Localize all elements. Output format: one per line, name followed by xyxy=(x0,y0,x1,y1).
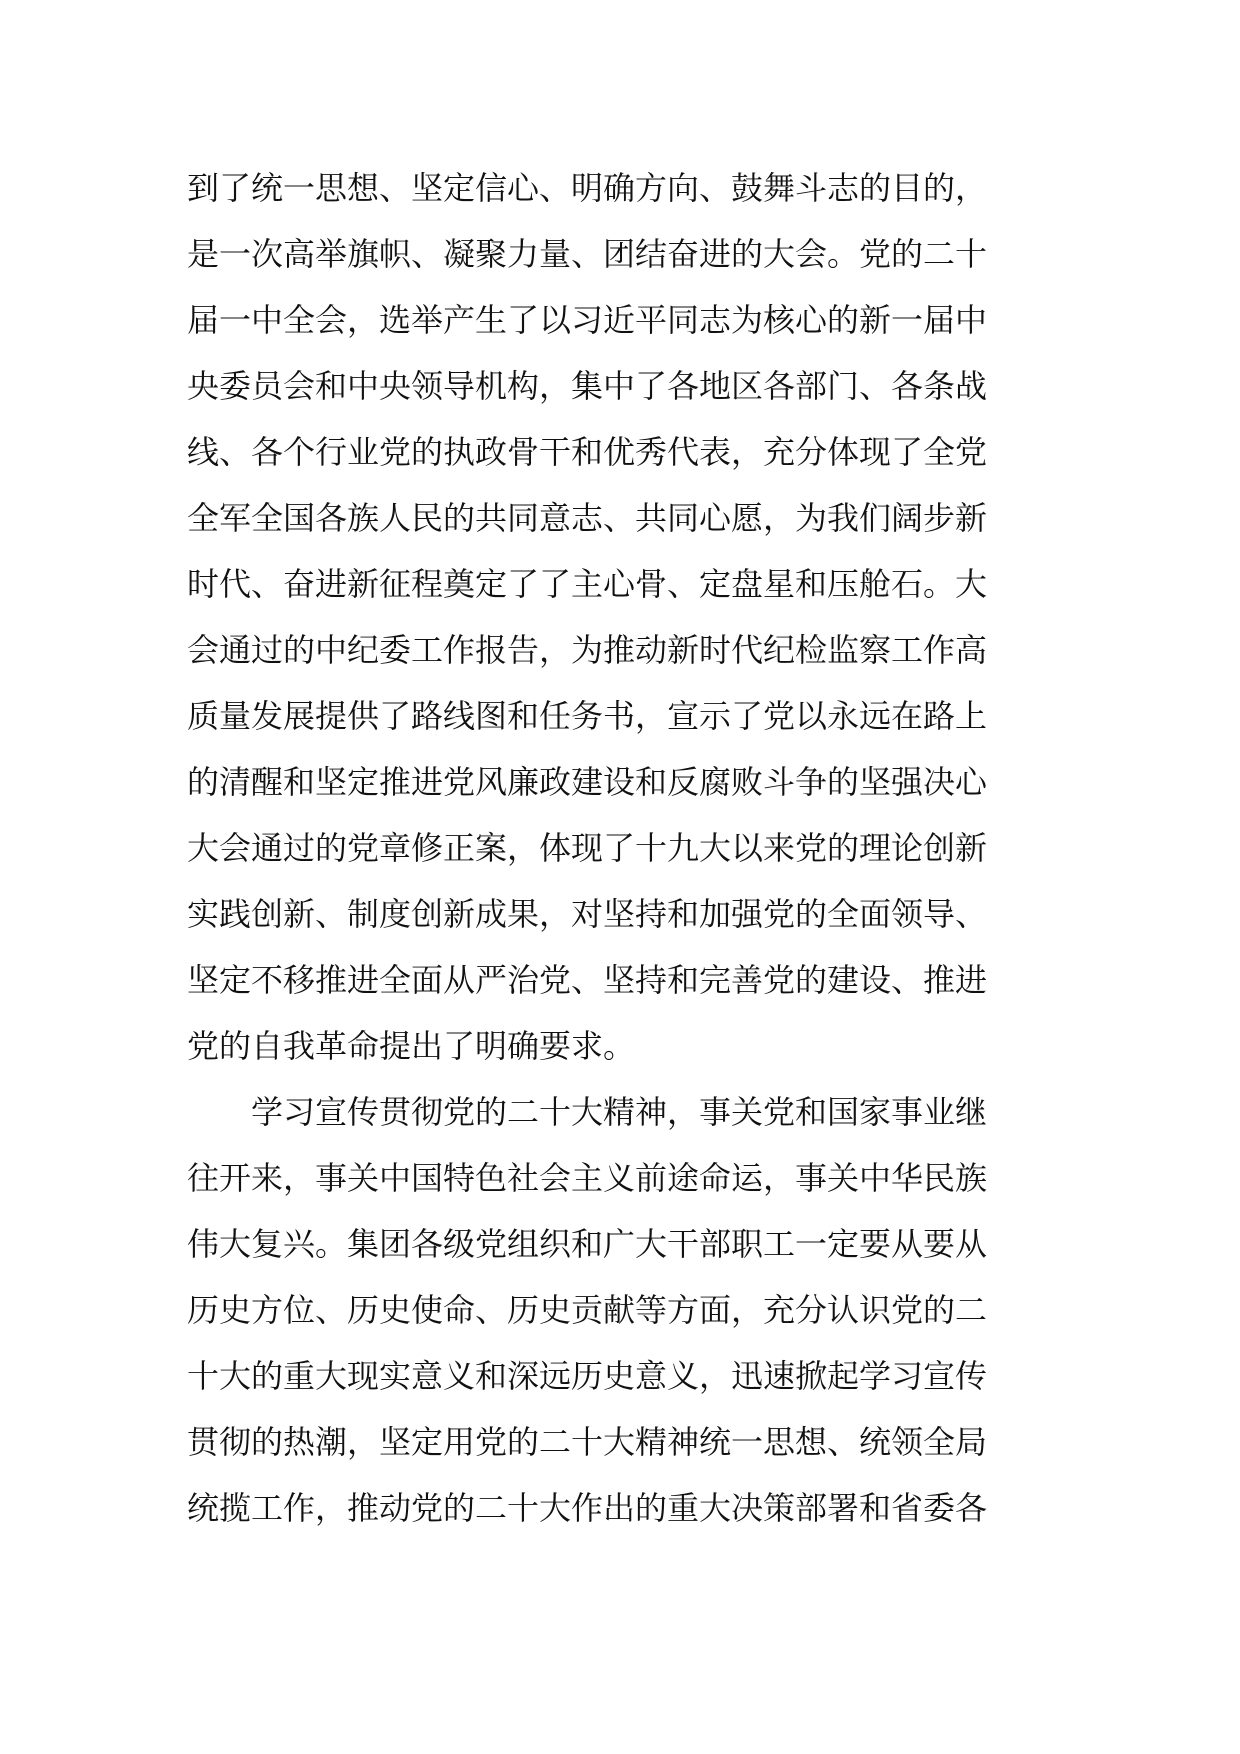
paragraph-2 xyxy=(187,1079,1057,1541)
text-line: 是一次高举旗帜、凝聚力量、团结奋进的大会。党的二十 xyxy=(187,235,988,273)
text-line: 届一中全会，选举产生了以习近平同志为核心的新一届中 xyxy=(187,301,988,339)
text-line: 学习宣传贯彻党的二十大精神，事关党和国家事业继 xyxy=(187,1093,988,1131)
text-line: 坚定不移推进全面从严治党、坚持和完善党的建设、推进 xyxy=(187,961,988,999)
text-line: 伟大复兴。集团各级党组织和广大干部职工一定要从要从 xyxy=(187,1225,988,1263)
body-text xyxy=(187,155,1057,1541)
text-line: 全军全国各族人民的共同意志、共同心愿，为我们阔步新 xyxy=(187,499,988,537)
paragraph-1 xyxy=(187,155,1057,1079)
text-line: 统揽工作，推动党的二十大作出的重大决策部署和省委各 xyxy=(187,1489,988,1527)
text-line: 时代、奋进新征程奠定了了主心骨、定盘星和压舱石。大 xyxy=(187,565,988,603)
text-line: 贯彻的热潮，坚定用党的二十大精神统一思想、统领全局 xyxy=(187,1423,988,1461)
text-line: 十大的重大现实意义和深远历史意义，迅速掀起学习宣传 xyxy=(187,1357,988,1395)
text-line: 历史方位、历史使命、历史贡献等方面，充分认识党的二 xyxy=(187,1291,988,1329)
text-line: 央委员会和中央领导机构，集中了各地区各部门、各条战 xyxy=(187,367,988,405)
text-line: 实践创新、制度创新成果，对坚持和加强党的全面领导、 xyxy=(187,895,988,933)
text-line: 大会通过的党章修正案，体现了十九大以来党的理论创新 xyxy=(187,829,988,867)
text-line: 质量发展提供了路线图和任务书，宣示了党以永远在路上 xyxy=(187,697,988,735)
text-line: 线、各个行业党的执政骨干和优秀代表，充分体现了全党 xyxy=(187,433,988,471)
text-line: 会通过的中纪委工作报告，为推动新时代纪检监察工作高 xyxy=(187,631,988,669)
text-line: 的清醒和坚定推进党风廉政建设和反腐败斗争的坚强决心 xyxy=(187,763,988,801)
text-line: 到了统一思想、坚定信心、明确方向、鼓舞斗志的目的， xyxy=(187,169,988,207)
text-line: 往开来，事关中国特色社会主义前途命运，事关中华民族 xyxy=(187,1159,988,1197)
text-line: 党的自我革命提出了明确要求。 xyxy=(187,1027,636,1065)
